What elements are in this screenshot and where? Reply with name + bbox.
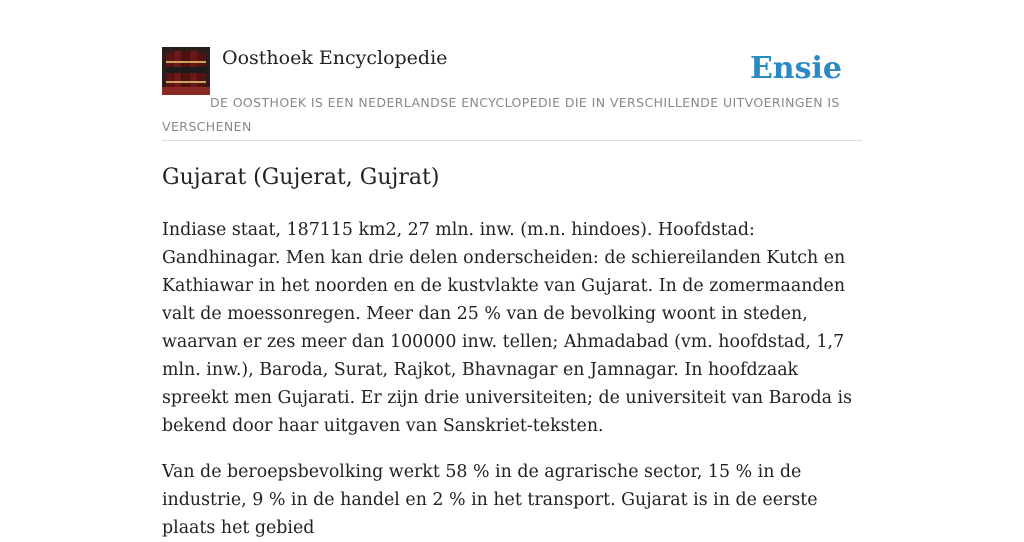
book-spines-icon (162, 47, 210, 95)
site-tagline: DE OOSTHOEK IS EEN NEDERLANDSE ENCYCLOPEDIE DIE IN VERSCHILLENDE UITVOERINGEN IS VERSCHENEN (162, 95, 840, 134)
article (162, 160, 862, 542)
encyclopedia-avatar[interactable] (162, 47, 210, 95)
article-paragraph: Van de beroepsbevolking werkt 58 % in de agrarische sector, 15 % in de industrie, 9 % in de handel en 2 % in het transport. Gujarat is in de eerste plaats het gebied (162, 462, 818, 538)
site-header (162, 46, 862, 141)
ensie-logo-link[interactable]: Ensie (749, 51, 842, 86)
article-paragraph: Indiase staat, 187115 km2, 27 mln. inw. (m.n. hindoes). Hoofdstad: Gandhinagar. Men kan drie delen onderscheiden: de schiereilanden Kutch en Kathiawar in het noorden en de kustvlakte van Gujarat. In de zomermaanden valt de moessonregen. Meer dan 25 % van de bevolking woont in steden, waarvan er zes meer dan 100000 inw. tellen; Ahmadabad (vm. hoofdstad, 1,7 mln. inw.), Baroda, Surat, Rajkot, Bhavnagar en Jamnagar. In hoofdzaak spreekt men Gujarati. Er zijn drie universiteiten; de universiteit van Baroda is bekend door haar uitgaven van Sanskriet-teksten. (162, 220, 853, 436)
site-title-link[interactable]: Oosthoek Encyclopedie (222, 47, 448, 69)
article-title: Gujarat (Gujerat, Gujrat) (162, 165, 440, 190)
